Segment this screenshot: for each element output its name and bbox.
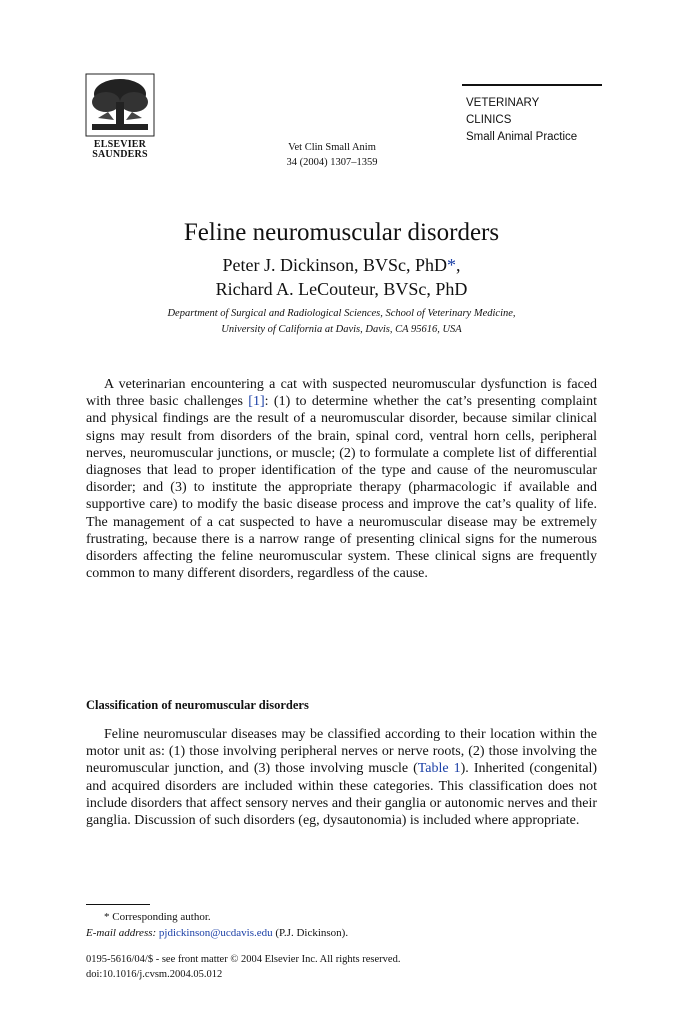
- reference-link-1[interactable]: [1]: [248, 394, 265, 410]
- author-1: [0, 253, 683, 277]
- footnote-email: [86, 925, 348, 941]
- journal-rule: [462, 84, 602, 86]
- email-link[interactable]: pjdickinson@ucdavis.edu: [158, 927, 273, 939]
- affiliation-line-1: Department of Surgical and Radiological Sciences, School of Veterinary Medicine,: [167, 308, 516, 319]
- table-1-link[interactable]: Table 1: [417, 761, 461, 777]
- body-paragraph-2: [86, 726, 597, 829]
- corresponding-author-link[interactable]: *: [447, 255, 456, 275]
- logo-text-saunders: SAUNDERS: [92, 149, 148, 160]
- body-paragraph-1: [86, 376, 597, 582]
- paragraph-1-text-end: : (1) to determine whether the cat’s presenting complaint and physical findings are the result of a neuromuscular disorder, because similar clinical signs may result from disorders of the brain, spinal cord, ventral horn cells, peripheral nerves, neuromuscular junctions, or muscle; (2) to formulate a complete list of differential diagnoses that lead to proper identification of the type and cause of the neuromuscular disorder; and (3) to institute the appropriate therapy (pharmacologic if available and supportive care) to modify the basic disease process and improve the cat’s quality of life. The management of a cat suspected to have a neuromuscular disease may be extremely frustrating, because there is a narrow range of presenting clinical signs for the numerous disorders affecting the feline neuromuscular system. These clinical signs are frequently common to many different disorders, regardless of the cause.: [86, 394, 597, 582]
- paragraph-2-text-start: Feline neuromuscular diseases may be classified according to their location within the motor unit as: (1) those involving peripheral nerves or nerve roots, (2) those involving the neuromuscular junction, and (3) those involving muscle (: [86, 727, 597, 777]
- affiliation: [0, 306, 683, 338]
- doi-line: doi:10.1016/j.cvsm.2004.05.012: [86, 969, 223, 980]
- footnotes: [86, 909, 348, 941]
- copyright-footer: [86, 952, 400, 982]
- footnote-rule: [86, 904, 150, 905]
- journal-line-3: Small Animal Practice: [466, 131, 578, 143]
- logo-text-elsevier: ELSEVIER: [93, 139, 147, 150]
- journal-name: [466, 95, 616, 146]
- journal-line-2: CLINICS: [466, 114, 512, 126]
- email-label: E-mail address:: [86, 927, 157, 939]
- citation: [262, 140, 402, 170]
- author-2: Richard A. LeCouteur, BVSc, PhD: [215, 279, 468, 299]
- citation-journal: Vet Clin Small Anim: [288, 142, 376, 153]
- article-title: Feline neuromuscular disorders: [183, 219, 500, 246]
- author-1-name: Peter J. Dickinson, BVSc, PhD: [222, 255, 447, 275]
- authors: [0, 253, 683, 301]
- email-owner: (P.J. Dickinson).: [275, 927, 349, 939]
- elsevier-tree-logo-icon: [84, 72, 156, 138]
- paragraph-2-text-end: ). Inherited (congenital) and acquired disorders are included within these categories. This classification does not include disorders that affect sensory nerves and their ganglia or autonomic nerves and their ganglia. Discussion of such disorders (eg, dysautonomia) is included where appropriate.: [86, 761, 597, 829]
- copyright-line: 0195-5616/04/$ - see front matter © 2004 Elsevier Inc. All rights reserved.: [86, 954, 401, 965]
- paragraph-1-text-start: A veterinarian encountering a cat with suspected neuromuscular dysfunction is faced with three basic challenges: [86, 377, 597, 410]
- citation-volume: 34 (2004) 1307–1359: [286, 157, 378, 168]
- author-1-separator: ,: [456, 255, 461, 275]
- journal-line-1: VETERINARY: [466, 97, 540, 109]
- footnote-corresponding: * Corresponding author.: [104, 911, 211, 923]
- affiliation-line-2: University of California at Davis, Davis, CA 95616, USA: [221, 324, 462, 335]
- elsevier-logo: [84, 72, 156, 162]
- section-heading: Classification of neuromuscular disorders: [86, 698, 309, 712]
